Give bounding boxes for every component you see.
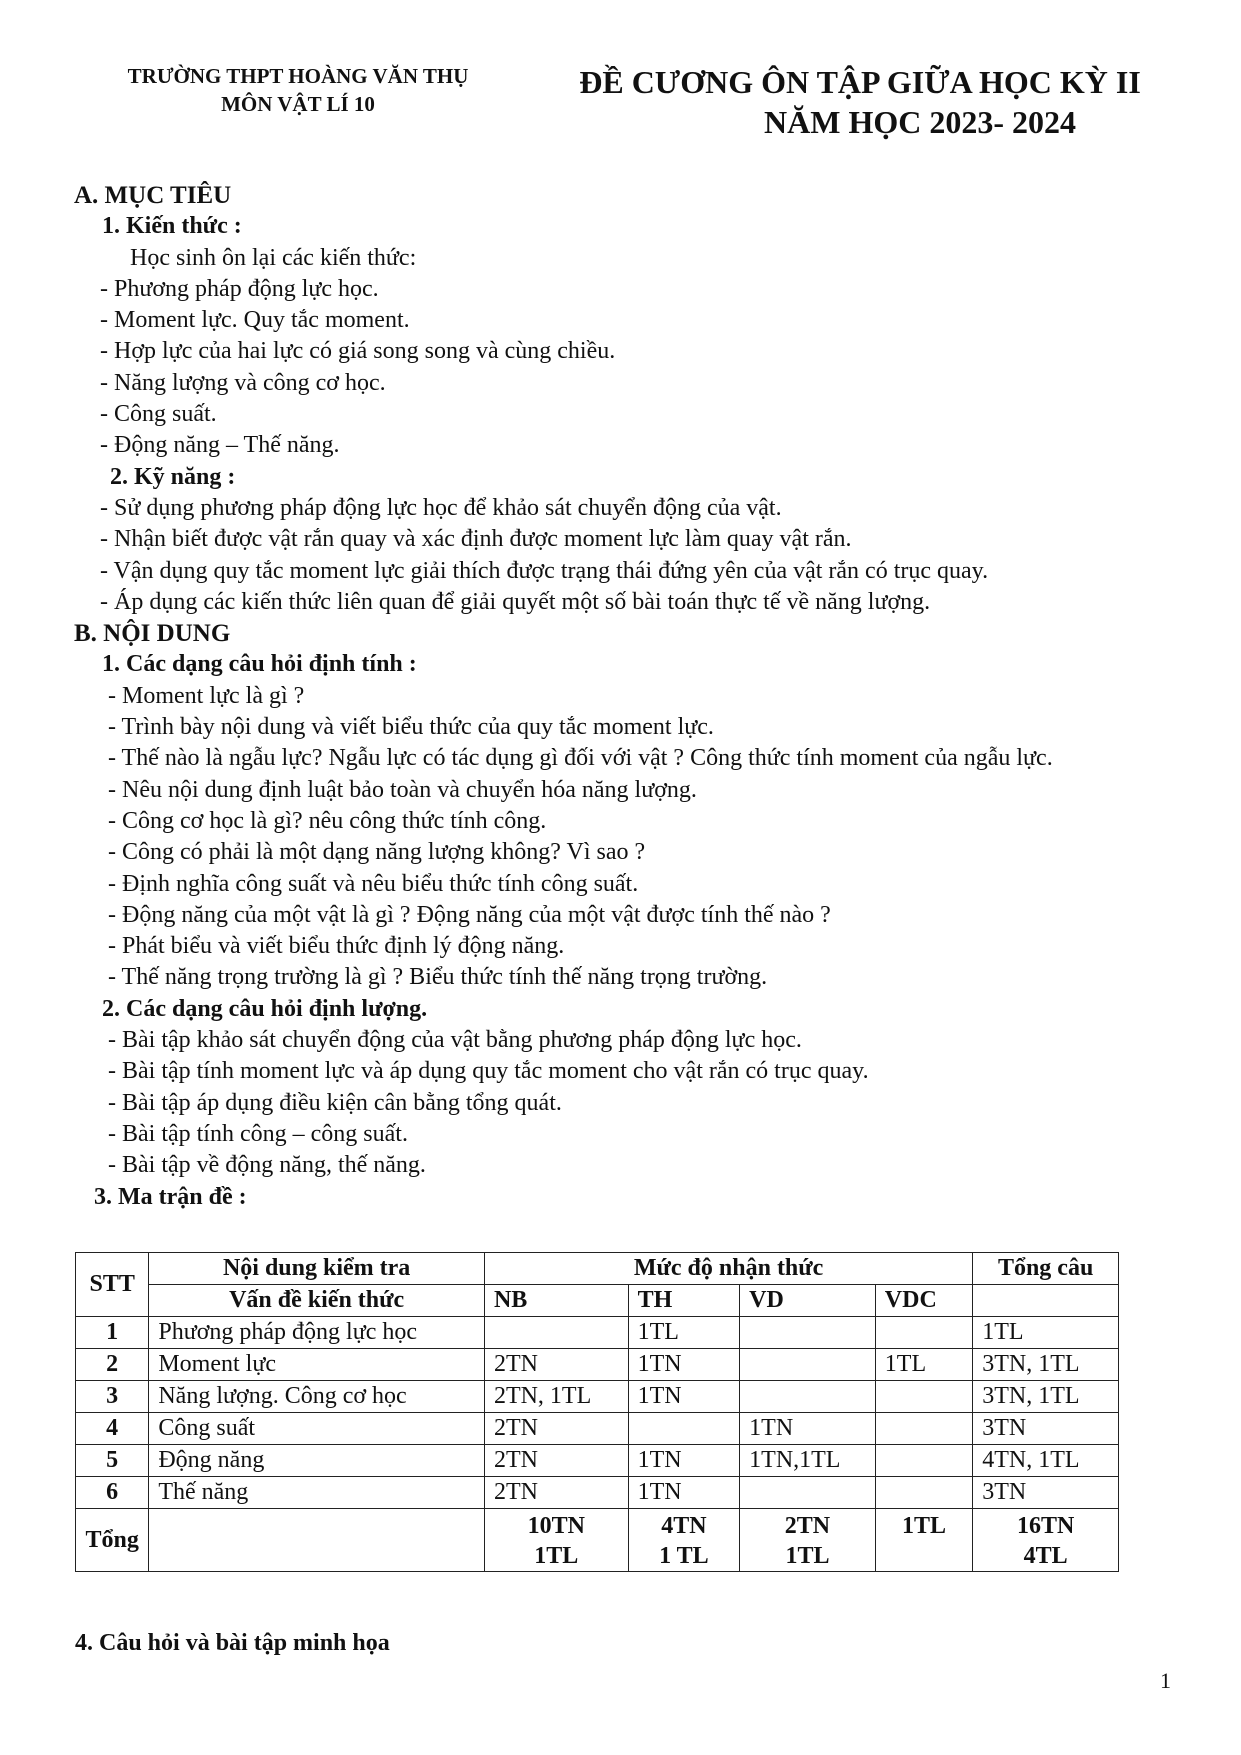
header-topic: Vấn đề kiến thức xyxy=(149,1285,485,1317)
row-nb: 2TN, 1TL xyxy=(484,1381,628,1413)
document-body xyxy=(74,180,1194,1213)
total-nb-tl: 1TL xyxy=(534,1543,579,1569)
row-vdc xyxy=(875,1477,972,1509)
total-label: Tổng xyxy=(76,1509,149,1572)
row-total: 3TN, 1TL xyxy=(973,1349,1119,1381)
total-vd-tl: 1TL xyxy=(785,1543,830,1569)
knowledge-intro: Học sinh ôn lại các kiến thức: xyxy=(130,244,417,271)
row-nb: 2TN xyxy=(484,1349,628,1381)
total-vdc xyxy=(875,1509,972,1572)
row-nb: 2TN xyxy=(484,1445,628,1477)
header-vdc: VDC xyxy=(875,1285,972,1317)
qualitative-item: - Công cơ học là gì? nêu công thức tính công. xyxy=(108,807,547,834)
row-th: 1TL xyxy=(628,1317,740,1349)
row-vdc xyxy=(875,1445,972,1477)
qualitative-list xyxy=(74,681,1194,994)
quantitative-item: - Bài tập tính công – công suất. xyxy=(108,1120,408,1147)
quantitative-item: - Bài tập tính moment lực và áp dụng quy tắc moment cho vật rắn có trục quay. xyxy=(108,1058,869,1085)
row-topic: Động năng xyxy=(149,1445,485,1477)
row-th: 1TN xyxy=(628,1381,740,1413)
matrix-header-row-2 xyxy=(76,1285,1119,1317)
row-stt: 6 xyxy=(76,1477,149,1509)
document-title xyxy=(530,62,1190,142)
header-content: Nội dung kiểm tra xyxy=(149,1253,485,1285)
row-stt: 1 xyxy=(76,1317,149,1349)
qualitative-item: - Động năng của một vật là gì ? Động năng của một vật được tính thế nào ? xyxy=(108,901,831,928)
section-4-heading: 4. Câu hỏi và bài tập minh họa xyxy=(75,1630,390,1656)
row-total: 3TN, 1TL xyxy=(973,1381,1119,1413)
total-nb-tn: 10TN xyxy=(527,1513,585,1539)
total-th-tl: 1 TL xyxy=(659,1543,709,1569)
row-vdc: 1TL xyxy=(875,1349,972,1381)
row-topic: Thế năng xyxy=(149,1477,485,1509)
qualitative-heading: 1. Các dạng câu hỏi định tính : xyxy=(102,651,417,678)
row-stt: 4 xyxy=(76,1413,149,1445)
row-total: 3TN xyxy=(973,1413,1119,1445)
skills-list xyxy=(74,493,1194,618)
row-topic: Công suất xyxy=(149,1413,485,1445)
skill-item: - Áp dụng các kiến thức liên quan để giải quyết một số bài toán thực tế về năng lượng. xyxy=(100,588,931,615)
header-nb: NB xyxy=(484,1285,628,1317)
title-line-1: ĐỀ CƯƠNG ÔN TẬP GIỮA HỌC KỲ II xyxy=(579,64,1141,100)
quantitative-list xyxy=(74,1025,1194,1181)
total-all xyxy=(973,1509,1119,1572)
row-stt: 5 xyxy=(76,1445,149,1477)
school-header xyxy=(78,62,518,118)
quantitative-item: - Bài tập về động năng, thế năng. xyxy=(108,1152,426,1179)
row-th xyxy=(628,1413,740,1445)
row-nb: 2TN xyxy=(484,1477,628,1509)
total-th xyxy=(628,1509,740,1572)
title-line-2: NĂM HỌC 2023- 2024 xyxy=(764,104,1076,140)
table-row xyxy=(76,1349,1119,1381)
row-vdc xyxy=(875,1381,972,1413)
total-vd-tn: 2TN xyxy=(784,1513,831,1539)
row-vd: 1TN xyxy=(740,1413,876,1445)
section-b-title: B. NỘI DUNG xyxy=(74,620,231,648)
row-vdc xyxy=(875,1413,972,1445)
qualitative-item: - Moment lực là gì ? xyxy=(108,682,305,709)
row-vd xyxy=(740,1477,876,1509)
row-vd xyxy=(740,1349,876,1381)
qualitative-item: - Phát biểu và viết biểu thức định lý động năng. xyxy=(108,933,565,960)
qualitative-item: - Thế năng trọng trường là gì ? Biểu thức tính thế năng trọng trường. xyxy=(108,964,768,991)
row-th: 1TN xyxy=(628,1349,740,1381)
matrix-heading: 3. Ma trận đề : xyxy=(94,1183,247,1210)
matrix-header-row-1 xyxy=(76,1253,1119,1285)
qualitative-item: - Công có phải là một dạng năng lượng không? Vì sao ? xyxy=(108,839,646,866)
table-row xyxy=(76,1445,1119,1477)
total-vd xyxy=(740,1509,876,1572)
quantitative-heading: 2. Các dạng câu hỏi định lượng. xyxy=(102,995,428,1022)
matrix-rows xyxy=(76,1317,1119,1509)
table-row xyxy=(76,1317,1119,1349)
row-topic: Phương pháp động lực học xyxy=(149,1317,485,1349)
row-th: 1TN xyxy=(628,1445,740,1477)
knowledge-item: - Động năng – Thế năng. xyxy=(100,432,340,459)
subject-name: MÔN VẬT LÍ 10 xyxy=(221,92,375,116)
row-total: 4TN, 1TL xyxy=(973,1445,1119,1477)
qualitative-item: - Thế nào là ngẫu lực? Ngẫu lực có tác dụng gì đối với vật ? Công thức tính moment của ngẫu lực. xyxy=(108,745,1053,772)
row-total: 3TN xyxy=(973,1477,1119,1509)
header-total-empty xyxy=(973,1285,1119,1317)
total-topic-empty xyxy=(149,1509,485,1572)
header-total: Tổng câu xyxy=(973,1253,1119,1285)
row-vd xyxy=(740,1381,876,1413)
row-vd: 1TN,1TL xyxy=(740,1445,876,1477)
skill-item: - Nhận biết được vật rắn quay và xác định được moment lực làm quay vật rắn. xyxy=(100,526,852,553)
row-total: 1TL xyxy=(973,1317,1119,1349)
quantitative-item: - Bài tập khảo sát chuyển động của vật bằng phương pháp động lực học. xyxy=(108,1027,802,1054)
header-stt: STT xyxy=(76,1253,149,1317)
total-vdc-tl: 1TL xyxy=(902,1513,947,1539)
section-a-title: A. MỤC TIÊU xyxy=(74,182,232,209)
qualitative-item: - Trình bày nội dung và viết biểu thức của quy tắc moment lực. xyxy=(108,714,714,741)
quantitative-item: - Bài tập áp dụng điều kiện cân bằng tổng quát. xyxy=(108,1089,562,1116)
skill-item: - Sử dụng phương pháp động lực học để khảo sát chuyển động của vật. xyxy=(100,494,782,521)
qualitative-item: - Định nghĩa công suất và nêu biểu thức tính công suất. xyxy=(108,870,639,897)
qualitative-item: - Nêu nội dung định luật bảo toàn và chuyển hóa năng lượng. xyxy=(108,776,697,803)
page-number: 1 xyxy=(1160,1668,1171,1693)
total-nb xyxy=(484,1509,628,1572)
knowledge-item: - Phương pháp động lực học. xyxy=(100,275,379,302)
skills-heading: 2. Kỹ năng : xyxy=(110,463,236,490)
knowledge-heading: 1. Kiến thức : xyxy=(102,213,242,240)
exam-matrix-table xyxy=(75,1252,1119,1572)
header-th: TH xyxy=(628,1285,740,1317)
table-row xyxy=(76,1413,1119,1445)
matrix-total-row xyxy=(76,1509,1119,1572)
knowledge-item: - Moment lực. Quy tắc moment. xyxy=(100,307,410,334)
row-vd xyxy=(740,1317,876,1349)
total-th-tn: 4TN xyxy=(661,1513,707,1539)
row-topic: Năng lượng. Công cơ học xyxy=(149,1381,485,1413)
row-vdc xyxy=(875,1317,972,1349)
row-nb xyxy=(484,1317,628,1349)
knowledge-item: - Năng lượng và công cơ học. xyxy=(100,369,386,396)
knowledge-item: - Hợp lực của hai lực có giá song song và cùng chiều. xyxy=(100,338,616,365)
row-stt: 2 xyxy=(76,1349,149,1381)
skill-item: - Vận dụng quy tắc moment lực giải thích được trạng thái đứng yên của vật rắn có trục quay. xyxy=(100,557,989,584)
row-nb: 2TN xyxy=(484,1413,628,1445)
knowledge-list xyxy=(74,274,1194,462)
header-level: Mức độ nhận thức xyxy=(484,1253,972,1285)
total-all-tn: 16TN xyxy=(1016,1513,1075,1539)
header-vd: VD xyxy=(740,1285,876,1317)
row-stt: 3 xyxy=(76,1381,149,1413)
row-topic: Moment lực xyxy=(149,1349,485,1381)
row-th: 1TN xyxy=(628,1477,740,1509)
table-row xyxy=(76,1381,1119,1413)
knowledge-item: - Công suất. xyxy=(100,401,217,428)
table-row xyxy=(76,1477,1119,1509)
school-name: TRƯỜNG THPT HOÀNG VĂN THỤ xyxy=(127,64,469,88)
total-all-tl: 4TL xyxy=(1023,1543,1068,1569)
